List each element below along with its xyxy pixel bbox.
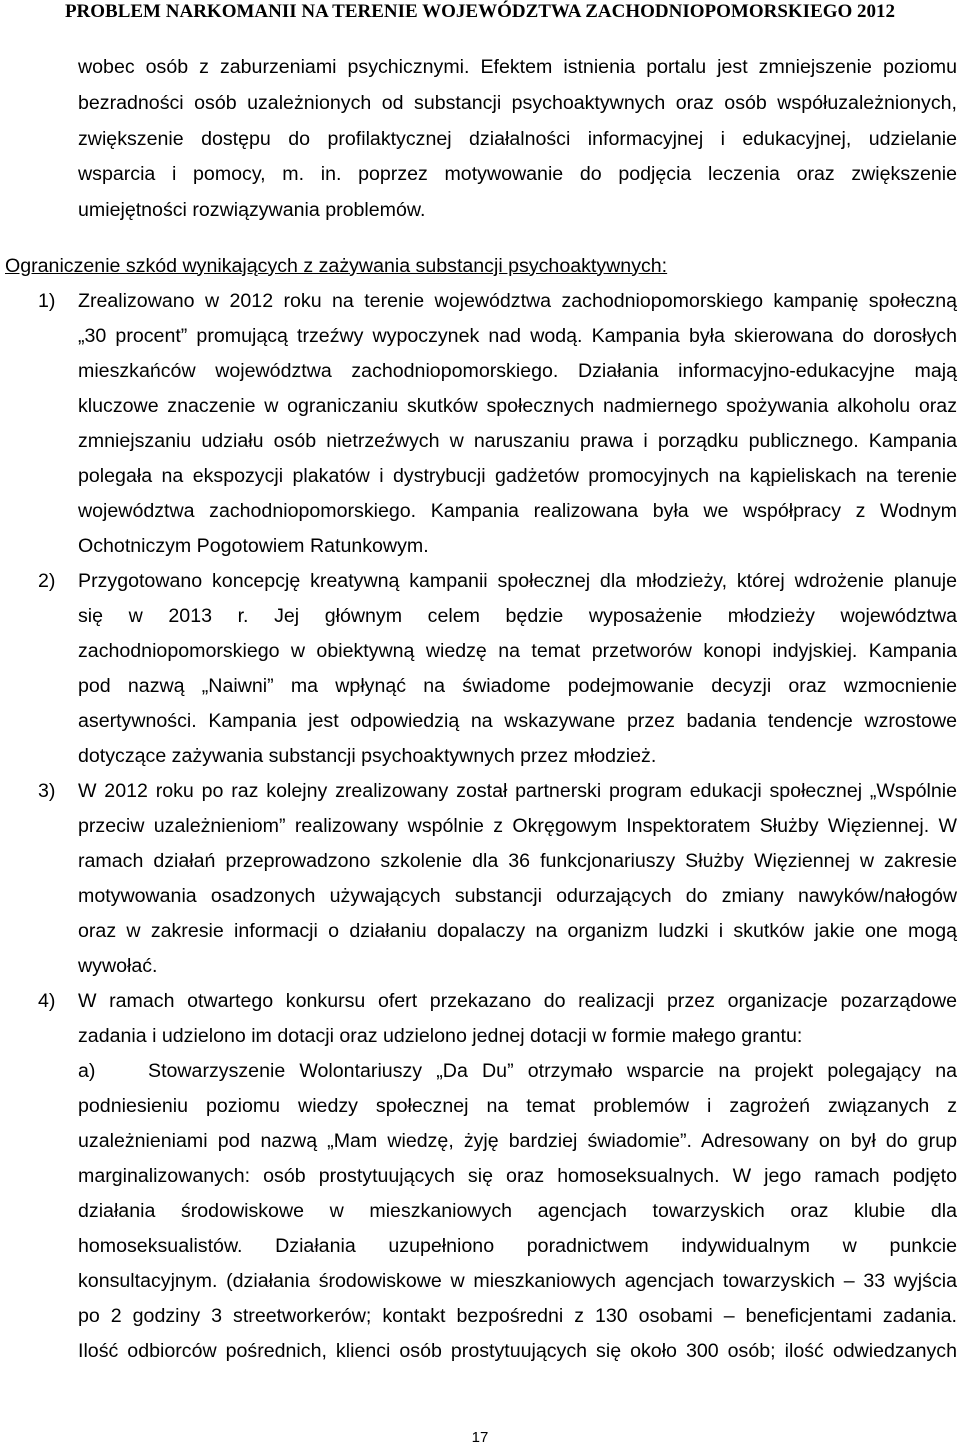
text-line: wsparcia i pomocy, m. in. poprzez motywowanie do podjęcia leczenia oraz zwiększenie [78,163,957,186]
text-line: polegała na ekspozycji plakatów i dystrybucji gadżetów promocyjnych na kąpieliskach na terenie [78,464,957,487]
text-line: marginalizowanych: osób prostytuujących się oraz homoseksualnych. W jego ramach podjęto [78,1164,957,1187]
list-number: 4) [38,989,56,1012]
text-line: motywowania osadzonych używających substancji odurzających do zmiany nawyków/nałogów [78,884,957,907]
text-line: zwiększenie dostępu do profilaktycznej działalności informacyjnej i edukacyjnej, udzielanie [78,127,957,150]
text-line: zadania i udzielono im dotacji oraz udzielono jednej dotacji w formie małego grantu: [78,1024,803,1047]
section-heading: Ograniczenie szkód wynikających z zażywania substancji psychoaktywnych: [5,254,668,277]
text-line: zmniejszaniu udziału osób nietrzeźwych w naruszaniu prawa i porządku publicznego. Kampania [78,429,957,452]
text-line: po 2 godziny 3 streetworkerów; kontakt bezpośredni z 130 osobami – beneficjentami zadania. [78,1304,957,1327]
text-line: ramach działań przeprowadzono szkolenie dla 36 funkcjonariuszy Służby Więziennej w zakresie [78,849,957,872]
text-line: asertywności. Kampania jest odpowiedzią na wskazywane przez badania tendencje wzrostowe [78,709,957,732]
text-line: wywołać. [78,954,158,977]
page-number: 17 [471,1429,489,1446]
text-line: Zrealizowano w 2012 roku na terenie województwa zachodniopomorskiego kampanię społeczną [78,289,957,312]
text-line: Ochotniczym Pogotowiem Ratunkowym. [78,534,429,557]
list-number: 2) [38,569,56,592]
text-line: dotyczące zażywania substancji psychoaktywnych przez młodzież. [78,744,657,767]
text-line: konsultacyjnym. (działania środowiskowe w mieszkaniowych agencjach towarzyskich – 33 wyjścia [78,1269,957,1292]
text-line: pod nazwą „Naiwni” ma wpłynąć na świadome podejmowanie decyzji oraz wzmocnienie [78,674,957,697]
text-line: wobec osób z zaburzeniami psychicznymi. Efektem istnienia portalu jest zmniejszenie poziomu [78,56,957,78]
list-item-3 [38,774,957,984]
text-line: mieszkańców województwa zachodniopomorskiego. Działania informacyjno-edukacyjne mają [78,359,957,382]
text-line: działania środowiskowe w mieszkaniowych agencjach towarzyskich oraz klubie dla [78,1199,957,1222]
sub-item-first-line [78,1054,957,1089]
list-item-2 [38,564,957,774]
sub-item-a [78,1054,957,1369]
list-number: 1) [38,289,56,312]
intro-paragraph [78,50,957,229]
text-line: Przygotowano koncepcję kreatywną kampanii społecznej dla młodzieży, której wdrożenie planuje [78,569,957,592]
text-line: homoseksualistów. Działania uzupełniono poradnictwem indywidualnym w punkcie [78,1234,957,1257]
text-line: oraz w zakresie informacji o działaniu dopalaczy na organizm ludzki i skutków jakie one mogą [78,919,957,942]
text-line: się w 2013 r. Jej głównym celem będzie wyposażenie młodzieży województwa [78,604,957,627]
text-line: uzależnieniami pod nazwą „Mam wiedzę, żyję bardziej świadomie”. Adresowany on był do grup [78,1129,957,1152]
text-line: Ilość odbiorców pośrednich, klienci osób prostytuujących się około 300 osób; ilość odwiedzanych [78,1339,957,1362]
list-number: 3) [38,779,56,802]
running-header: PROBLEM NARKOMANII NA TERENIE WOJEWÓDZTWA ZACHODNIOPOMORSKIEGO 2012 [64,1,896,22]
text-line: umiejętności rozwiązywania problemów. [78,199,426,221]
numbered-list [38,284,957,1369]
text-line: województwa zachodniopomorskiego. Kampania realizowana była we współpracy z Wodnym [78,499,957,522]
text-line: W 2012 roku po raz kolejny zrealizowany został partnerski program edukacji społecznej „Wspólnie [78,779,957,802]
text-line: przeciw uzależnieniom” realizowany wspólnie z Okręgowym Inspektoratem Służby Więziennej. W [78,814,957,837]
text-line: podniesieniu poziomu wiedzy społecznej na temat problemów i zagrożeń związanych z [78,1094,957,1117]
text-line: bezradności osób uzależnionych od substancji psychoaktywnych oraz osób współuzależnionych, [78,91,957,114]
text-line: kluczowe znaczenie w ograniczaniu skutków społecznych nadmiernego spożywania alkoholu oraz [78,394,957,417]
text-line: W ramach otwartego konkursu ofert przekazano do realizacji przez organizacje pozarządowe [78,989,957,1012]
text-line: „30 procent” promującą trzeźwy wypoczynek nad wodą. Kampania była skierowana do dorosłych [78,324,957,347]
text-line: zachodniopomorskiego w obiektywną wiedzę na temat przetworów konopi indyjskiej. Kampania [78,639,957,662]
sub-item-label: a) [78,1059,96,1082]
list-item-1 [38,284,957,564]
list-item-4 [38,984,957,1054]
text-line: Stowarzyszenie Wolontariuszy „Da Du” otrzymało wsparcie na projekt polegający na [148,1059,957,1082]
